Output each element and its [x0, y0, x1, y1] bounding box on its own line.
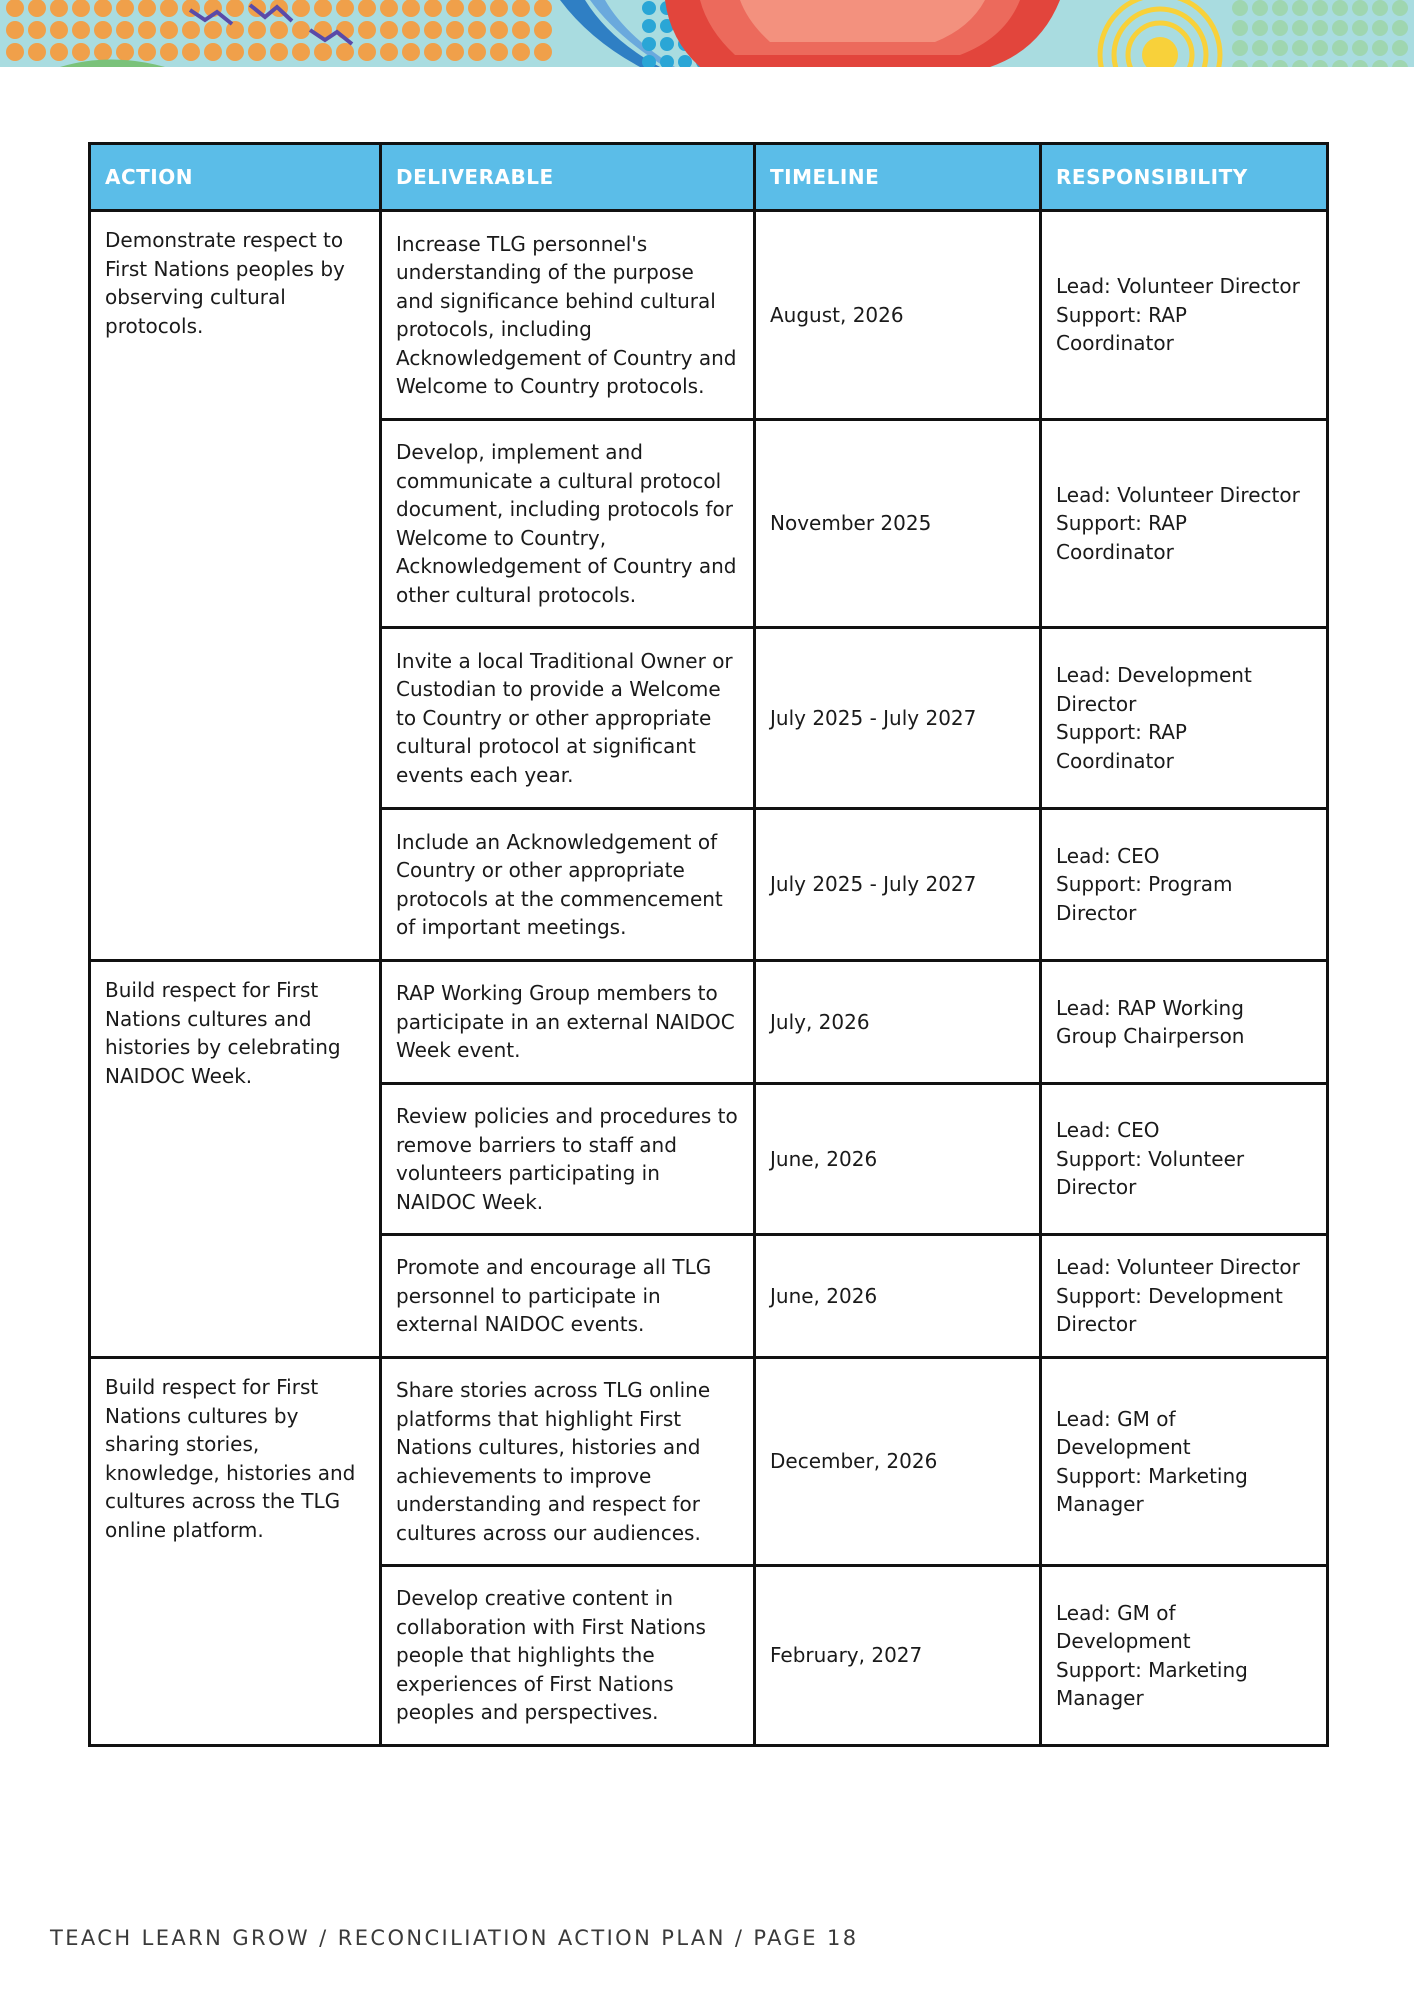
responsibility-cell: Lead: CEO Support: Program Director: [1041, 809, 1328, 961]
responsibility-cell: Lead: RAP Working Group Chairperson: [1041, 961, 1328, 1084]
deliverable-cell: Invite a local Traditional Owner or Custodian to provide a Welcome to Country or other appropriate cultural protocol at significant events each year.: [381, 628, 755, 809]
table-header-row: [90, 144, 1328, 211]
table-row: [90, 1358, 1328, 1566]
responsibility-cell: Lead: GM of Development Support: Marketing Manager: [1041, 1566, 1328, 1746]
action-plan-table-wrapper: [88, 142, 1326, 1747]
action-cell: Build respect for First Nations cultures by sharing stories, knowledge, histories and cultures across the TLG online platform.: [90, 1358, 381, 1746]
timeline-cell: August, 2026: [755, 211, 1041, 420]
action-cell: Build respect for First Nations cultures and histories by celebrating NAIDOC Week.: [90, 961, 381, 1358]
column-header-timeline: TIMELINE: [755, 144, 1041, 211]
dot-painting-artwork: [0, 0, 1414, 67]
deliverable-cell: RAP Working Group members to participate in an external NAIDOC Week event.: [381, 961, 755, 1084]
column-header-deliverable: DELIVERABLE: [381, 144, 755, 211]
table-row: [90, 211, 1328, 420]
action-plan-table: [88, 142, 1329, 1747]
responsibility-cell: Lead: GM of Development Support: Marketing Manager: [1041, 1358, 1328, 1566]
responsibility-cell: Lead: Volunteer Director Support: RAP Coordinator: [1041, 420, 1328, 628]
timeline-cell: July 2025 - July 2027: [755, 809, 1041, 961]
page-footer: TEACH LEARN GROW / RECONCILIATION ACTION PLAN / PAGE 18: [50, 1926, 859, 1950]
decorative-artwork-banner: [0, 0, 1414, 67]
column-header-action: ACTION: [90, 144, 381, 211]
table-row: [90, 961, 1328, 1084]
deliverable-cell: Increase TLG personnel's understanding of the purpose and significance behind cultural protocols, including Acknowledgement of Country and Welcome to Country protocols.: [381, 211, 755, 420]
timeline-cell: November 2025: [755, 420, 1041, 628]
timeline-cell: July, 2026: [755, 961, 1041, 1084]
responsibility-cell: Lead: Development Director Support: RAP Coordinator: [1041, 628, 1328, 809]
timeline-cell: December, 2026: [755, 1358, 1041, 1566]
deliverable-cell: Share stories across TLG online platforms that highlight First Nations cultures, histories and achievements to improve understanding and respect for cultures across our audiences.: [381, 1358, 755, 1566]
action-cell: Demonstrate respect to First Nations peoples by observing cultural protocols.: [90, 211, 381, 961]
deliverable-cell: Promote and encourage all TLG personnel to participate in external NAIDOC events.: [381, 1235, 755, 1358]
timeline-cell: July 2025 - July 2027: [755, 628, 1041, 809]
deliverable-cell: Review policies and procedures to remove barriers to staff and volunteers participating in NAIDOC Week.: [381, 1084, 755, 1235]
column-header-responsibility: RESPONSIBILITY: [1041, 144, 1328, 211]
deliverable-cell: Develop, implement and communicate a cultural protocol document, including protocols for Welcome to Country, Acknowledgement of Country and other cultural protocols.: [381, 420, 755, 628]
responsibility-cell: Lead: Volunteer Director Support: RAP Coordinator: [1041, 211, 1328, 420]
responsibility-cell: Lead: Volunteer Director Support: Development Director: [1041, 1235, 1328, 1358]
timeline-cell: June, 2026: [755, 1235, 1041, 1358]
deliverable-cell: Include an Acknowledgement of Country or other appropriate protocols at the commencement of important meetings.: [381, 809, 755, 961]
responsibility-cell: Lead: CEO Support: Volunteer Director: [1041, 1084, 1328, 1235]
deliverable-cell: Develop creative content in collaboration with First Nations people that highlights the experiences of First Nations peoples and perspectives.: [381, 1566, 755, 1746]
timeline-cell: February, 2027: [755, 1566, 1041, 1746]
timeline-cell: June, 2026: [755, 1084, 1041, 1235]
